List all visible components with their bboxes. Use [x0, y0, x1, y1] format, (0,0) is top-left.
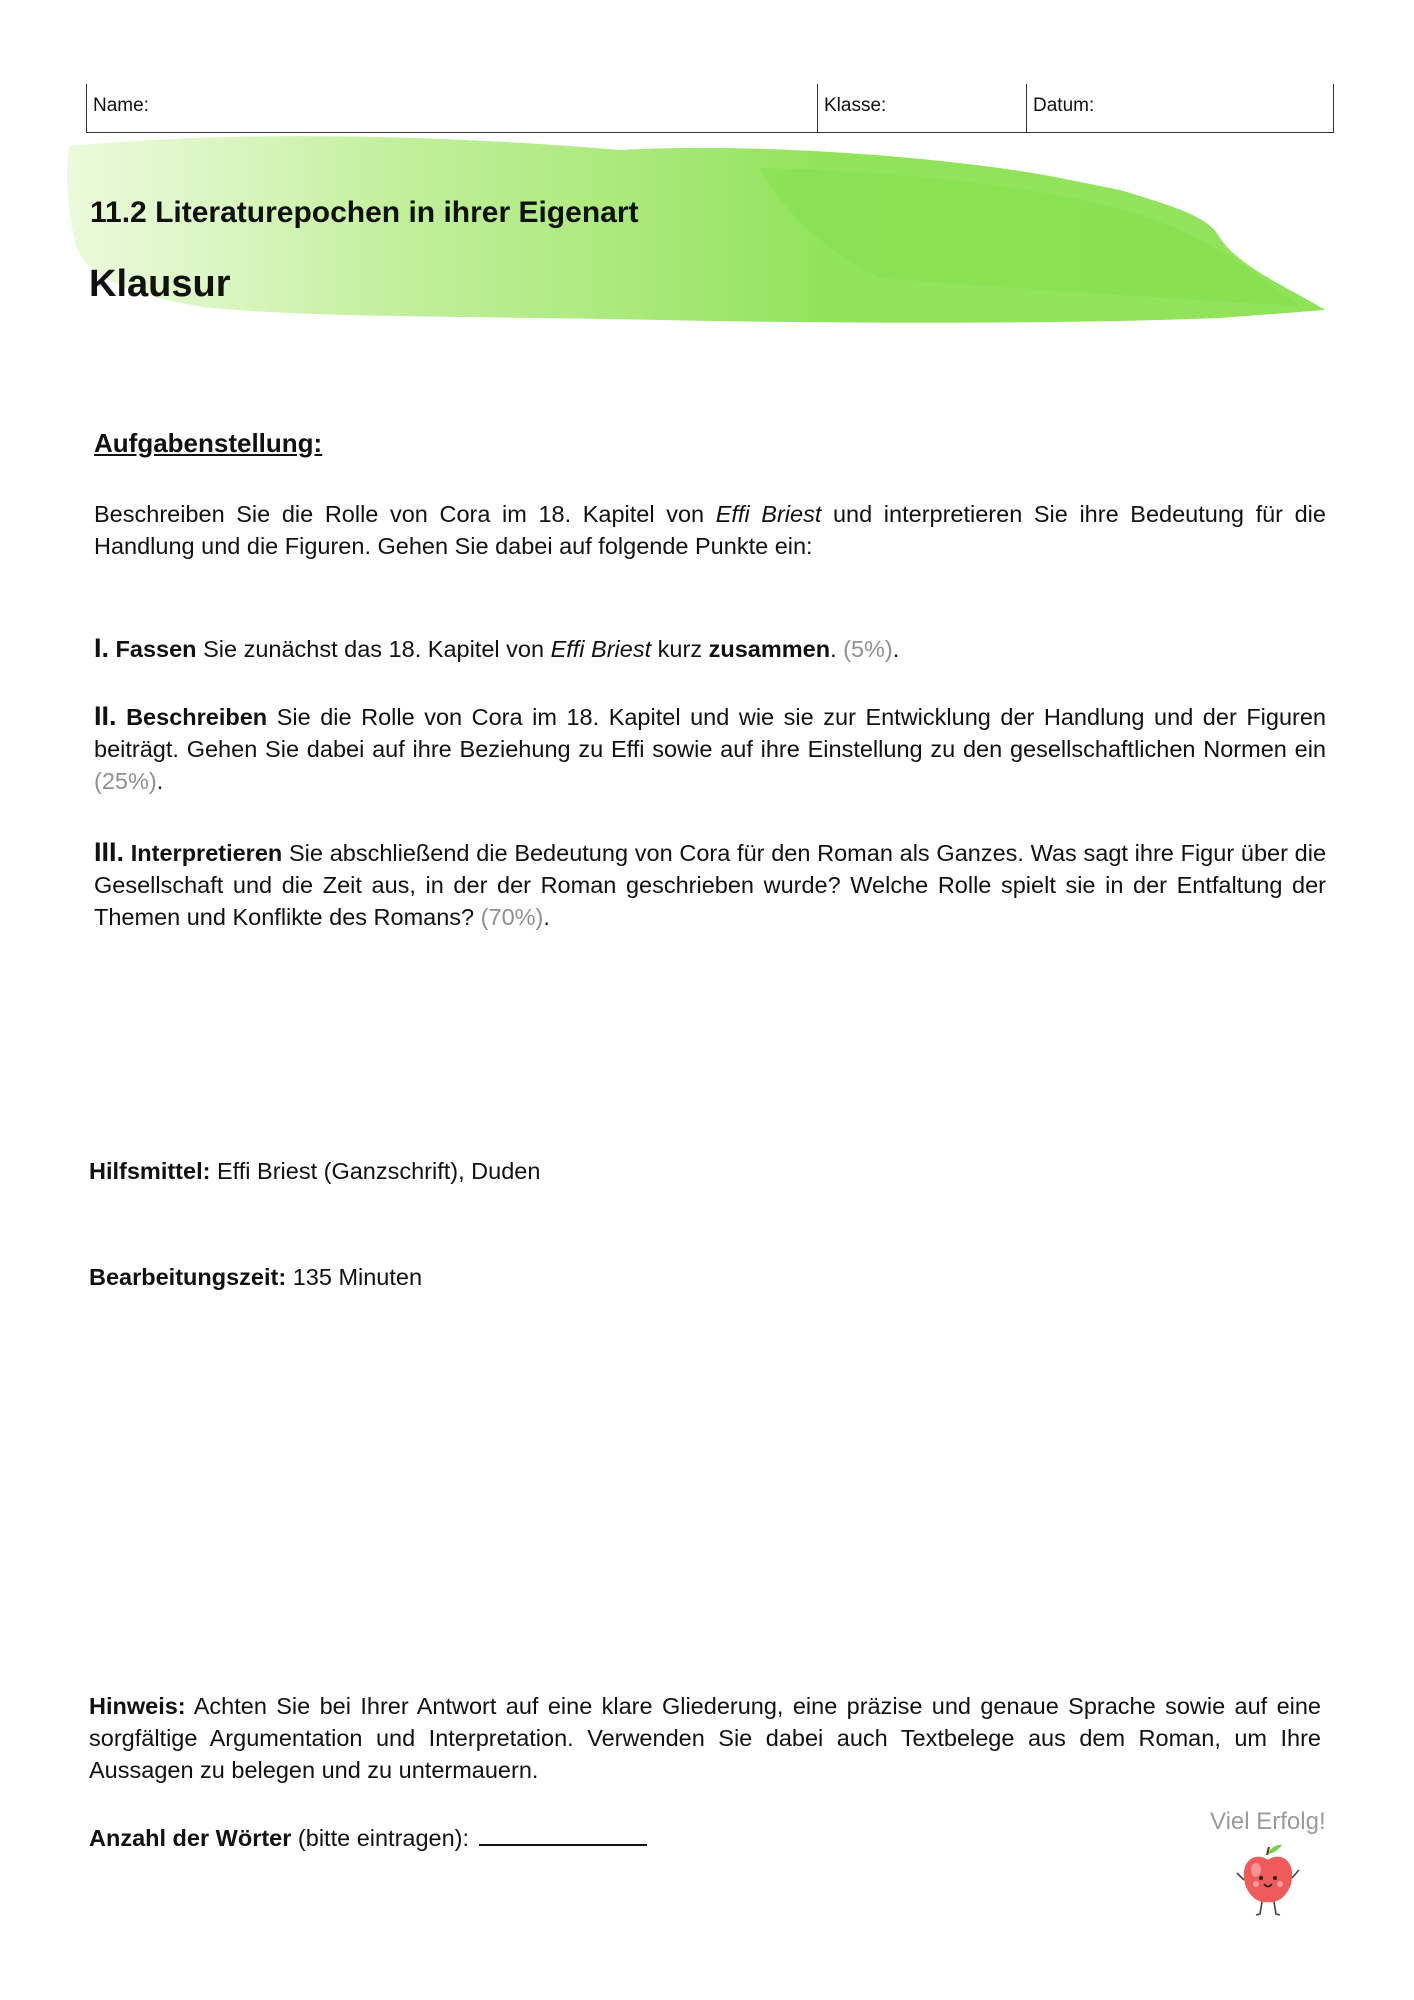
class-field[interactable]: [818, 84, 1027, 132]
task-intro: Beschreiben Sie die Rolle von Cora im 18. Kapitel von Effi Briest und interpretieren Sie ihre Bedeutung für die Handlung und die Figuren. Gehen Sie dabei auf folgende Punkte ein:: [94, 501, 1326, 559]
aids-line: Hilfsmittel: Effi Briest (Ganzschrift), Duden: [89, 1158, 541, 1184]
hint-paragraph: Hinweis: Achten Sie bei Ihrer Antwort auf eine klare Gliederung, eine präzise und genaue Sprache sowie auf eine sorgfältige Argumentation und Interpretation. Verwenden Sie dabei auch Textbelege aus dem Roman, um Ihre Aussagen zu belegen und zu untermauern.: [89, 1693, 1321, 1783]
class-label: Klasse:: [824, 95, 887, 116]
time-line: Bearbeitungszeit: 135 Minuten: [89, 1264, 423, 1290]
name-label: Name:: [93, 95, 149, 116]
date-label: Datum:: [1033, 95, 1095, 116]
task-item-1: I. Fassen Sie zunächst das 18. Kapitel von Effi Briest kurz zusammen. (5%).: [94, 633, 900, 663]
document-subtitle: 11.2 Literaturepochen in ihrer Eigenart: [90, 196, 639, 229]
word-count-line: Anzahl der Wörter (bitte eintragen):: [89, 1822, 647, 1852]
word-count-blank[interactable]: [479, 1822, 647, 1846]
green-brush-stroke: [60, 128, 1340, 338]
date-field[interactable]: [1027, 84, 1333, 132]
weight-label: (25%): [94, 768, 157, 794]
document-title: Klausur: [89, 263, 231, 305]
header-fields: [86, 84, 1334, 133]
task-item-2: II. Beschreiben Sie die Rolle von Cora im 18. Kapitel und wie sie zur Entwicklung der Handlung und der Figuren beiträgt. Gehen Sie dabei auf ihre Beziehung zu Effi sowie auf ihre Einstellung zu den gesellschaftlichen Normen ein (25%).: [94, 701, 1327, 794]
apple-mascot-icon: [1232, 1840, 1304, 1920]
closing-text: Viel Erfolg!: [1210, 1808, 1326, 1835]
name-field[interactable]: [87, 84, 818, 132]
task-item-3: III. Interpretieren Sie abschließend die Bedeutung von Cora für den Roman als Ganzes. Was sagt ihre Figur über die Gesellschaft und die Zeit aus, in der der Roman geschrieben wurde? Welche Rolle spielt sie in der Entfaltung der Themen und Konflikte des Romans? (70%).: [94, 837, 1327, 930]
task-heading: Aufgabenstellung:: [94, 428, 323, 458]
weight-label: (70%): [480, 904, 544, 930]
weight-label: (5%): [843, 636, 893, 662]
